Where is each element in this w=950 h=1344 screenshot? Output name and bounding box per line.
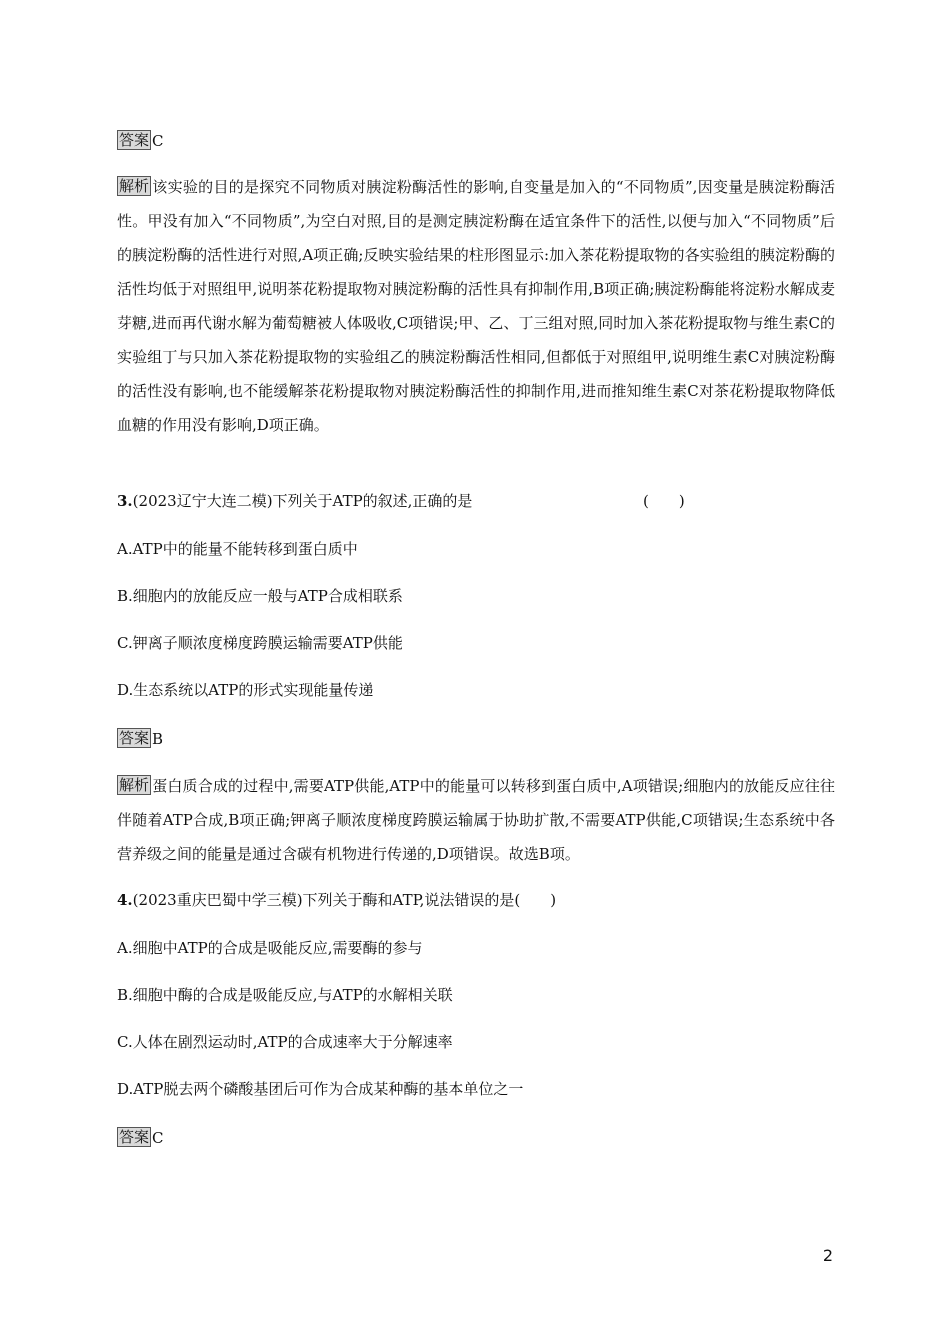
answer-tag: 答案 (119, 131, 150, 149)
answer-value: B (152, 730, 164, 748)
analysis-text: 蛋白质合成的过程中,需要ATP供能,ATP中的能量可以转移到蛋白质中,A项错误;细胞内的放能反应往往伴随着ATP合成,B项正确;钾离子顺浓度梯度跨膜运输属于协助扩散,不需要ATP供能,C项错误;生态系统中各营养级之间的能量是通过含碳有机物进行传递的,D项错误。故选B项。 (117, 777, 835, 863)
analysis-block-3 (117, 769, 835, 871)
answer-tag: 答案 (119, 1128, 150, 1146)
answer-line-1 (117, 124, 835, 158)
analysis-tag: 解析 (119, 177, 150, 195)
option-a: A.细胞中ATP的合成是吸能反应,需要酶的参与 (117, 939, 423, 957)
option-b: B.细胞中酶的合成是吸能反应,与ATP的水解相关联 (117, 986, 453, 1004)
question-3 (117, 484, 835, 518)
question-stem: (2023重庆巴蜀中学三模)下列关于酶和ATP,说法错误的是( ) (132, 891, 557, 909)
answer-bracket: ( ) (643, 492, 685, 510)
page-number: 2 (822, 1246, 833, 1265)
answer-tag: 答案 (119, 729, 150, 747)
question-number: 3. (117, 492, 133, 510)
question-stem: (2023辽宁大连二模)下列关于ATP的叙述,正确的是 (132, 492, 473, 510)
answer-value: C (152, 1129, 164, 1147)
option-d: D.ATP脱去两个磷酸基团后可作为合成某种酶的基本单位之一 (117, 1080, 524, 1098)
question-number: 4. (117, 891, 133, 909)
analysis-text: 该实验的目的是探究不同物质对胰淀粉酶活性的影响,自变量是加入的“不同物质”,因变量是胰淀粉酶活性。甲没有加入“不同物质”,为空白对照,目的是测定胰淀粉酶在适宜条件下的活性,以便与加入“不同物质”后的胰淀粉酶的活性进行对照,A项正确;反映实验结果的柱形图显示:加入茶花粉提取物的各实验组的胰淀粉酶的活性均低于对照组甲,说明茶花粉提取物对胰淀粉酶的活性具有抑制作用,B项正确;胰淀粉酶能将淀粉水解成麦芽糖,进而再代谢水解为葡萄糖被人体吸收,C项错误;甲、乙、丁三组对照,同时加入茶花粉提取物与维生素C的实验组丁与只加入茶花粉提取物的实验组乙的胰淀粉酶活性相同,但都低于对照组甲,说明维生素C对胰淀粉酶的活性没有影响,也不能缓解茶花粉提取物对胰淀粉酶活性的抑制作用,进而推知维生素C对茶花粉提取物降低血糖的作用没有影响,D项正确。 (117, 178, 835, 434)
option-a: A.ATP中的能量不能转移到蛋白质中 (117, 540, 358, 558)
answer-value: C (152, 132, 164, 150)
answer-line-4 (117, 1121, 835, 1155)
analysis-block-1 (117, 170, 835, 442)
option-d: D.生态系统以ATP的形式实现能量传递 (117, 681, 374, 699)
option-b: B.细胞内的放能反应一般与ATP合成相联系 (117, 587, 403, 605)
answer-line-3 (117, 722, 835, 756)
option-c: C.人体在剧烈运动时,ATP的合成速率大于分解速率 (117, 1033, 453, 1051)
question-4 (117, 883, 835, 917)
analysis-tag: 解析 (119, 776, 150, 794)
option-c: C.钾离子顺浓度梯度跨膜运输需要ATP供能 (117, 634, 403, 652)
